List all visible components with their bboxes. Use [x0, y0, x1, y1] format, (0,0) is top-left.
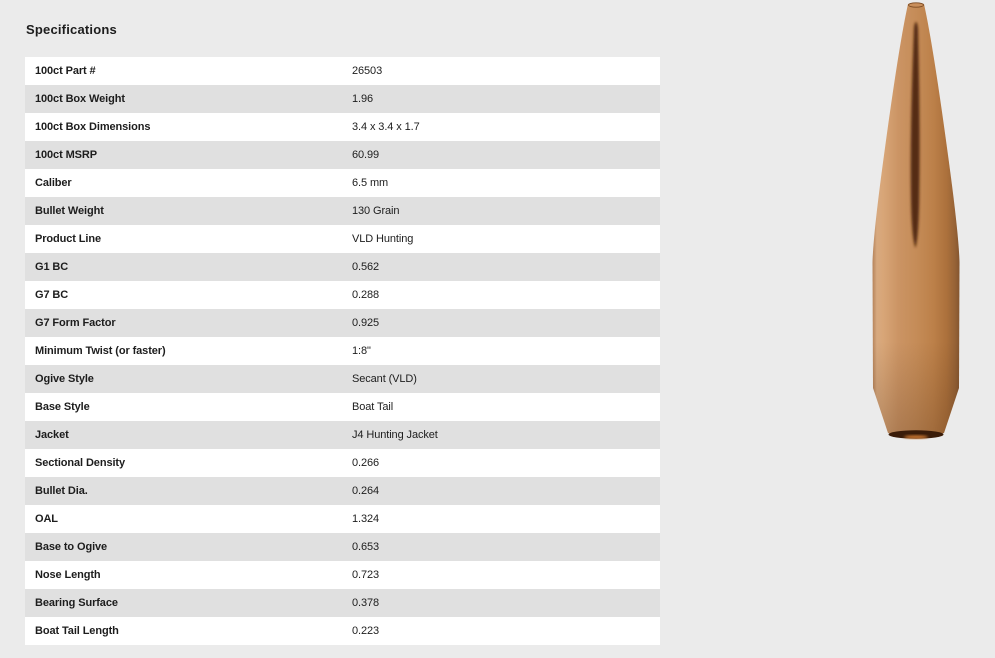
spec-value: J4 Hunting Jacket — [352, 429, 438, 441]
spec-label: Caliber — [35, 177, 72, 189]
spec-label: OAL — [35, 513, 58, 525]
spec-row — [25, 141, 660, 169]
spec-row — [25, 309, 660, 337]
spec-row — [25, 169, 660, 197]
spec-value: 1.324 — [352, 513, 380, 525]
spec-value: 0.562 — [352, 261, 380, 273]
spec-row — [25, 85, 660, 113]
spec-row — [25, 589, 660, 617]
spec-label: Nose Length — [35, 569, 101, 581]
spec-value: VLD Hunting — [352, 233, 414, 245]
spec-row — [25, 225, 660, 253]
bullet-tip-meplat — [909, 3, 924, 7]
spec-label: Boat Tail Length — [35, 625, 119, 637]
spec-value: 26503 — [352, 65, 383, 77]
spec-label: G7 BC — [35, 289, 69, 301]
spec-label: 100ct Part # — [35, 65, 96, 77]
spec-value: 1:8" — [352, 345, 371, 357]
spec-label: Base Style — [35, 401, 90, 413]
spec-row — [25, 57, 660, 85]
spec-label: Bearing Surface — [35, 597, 118, 609]
spec-label: Bullet Dia. — [35, 485, 88, 497]
specifications-table — [25, 57, 660, 645]
spec-value: 0.378 — [352, 597, 380, 609]
spec-value: 6.5 mm — [352, 177, 389, 189]
spec-value: 0.266 — [352, 457, 380, 469]
spec-value: 130 Grain — [352, 205, 400, 217]
spec-label: Sectional Density — [35, 457, 125, 469]
spec-row — [25, 477, 660, 505]
spec-label: Jacket — [35, 429, 69, 441]
spec-value: Secant (VLD) — [352, 373, 417, 385]
spec-row — [25, 281, 660, 309]
spec-label: 100ct MSRP — [35, 149, 97, 161]
spec-label: Ogive Style — [35, 373, 94, 385]
spec-row — [25, 197, 660, 225]
spec-label: 100ct Box Dimensions — [35, 121, 151, 133]
bullet-silhouette — [873, 3, 960, 439]
spec-row — [25, 561, 660, 589]
spec-value: 60.99 — [352, 149, 380, 161]
spec-label: Bullet Weight — [35, 205, 104, 217]
bullet-base-glint — [904, 435, 928, 438]
spec-value: Boat Tail — [352, 401, 394, 413]
spec-label: Base to Ogive — [35, 541, 108, 553]
spec-row — [25, 365, 660, 393]
spec-value: 3.4 x 3.4 x 1.7 — [352, 121, 420, 133]
spec-value: 0.653 — [352, 541, 380, 553]
spec-row — [25, 253, 660, 281]
spec-value: 0.264 — [352, 485, 380, 497]
spec-row — [25, 533, 660, 561]
page-title: Specifications — [26, 22, 117, 37]
spec-value: 0.223 — [352, 625, 380, 637]
spec-value: 0.925 — [352, 317, 380, 329]
spec-value: 1.96 — [352, 93, 374, 105]
spec-label: Product Line — [35, 233, 102, 245]
spec-row — [25, 617, 660, 645]
spec-row — [25, 505, 660, 533]
product-photo-bullet-image — [858, 0, 995, 470]
spec-row — [25, 113, 660, 141]
spec-label: G7 Form Factor — [35, 317, 116, 329]
spec-value: 0.288 — [352, 289, 380, 301]
spec-row — [25, 421, 660, 449]
spec-row — [25, 449, 660, 477]
spec-label: Minimum Twist (or faster) — [35, 345, 166, 357]
spec-value: 0.723 — [352, 569, 380, 581]
spec-label: 100ct Box Weight — [35, 93, 125, 105]
spec-label: G1 BC — [35, 261, 69, 273]
spec-row — [25, 393, 660, 421]
spec-row — [25, 337, 660, 365]
